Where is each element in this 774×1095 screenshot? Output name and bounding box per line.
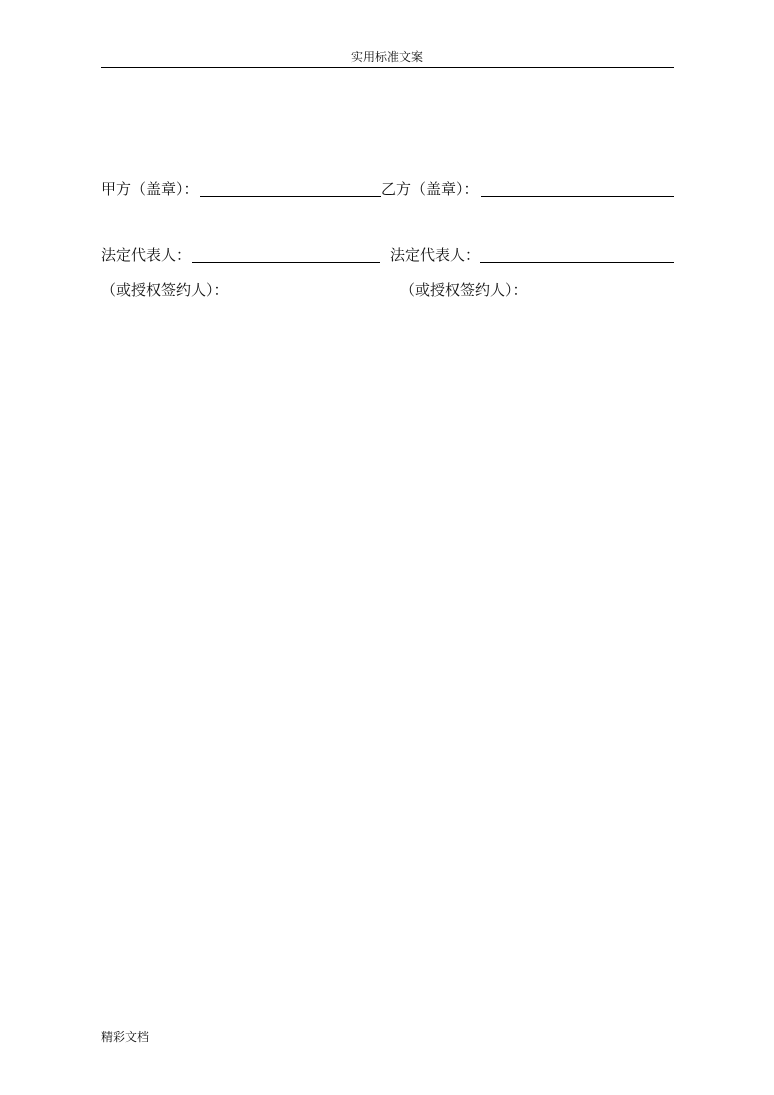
party-b-rep-label: 法定代表人： <box>390 246 481 264</box>
party-a-rep-line <box>192 262 380 263</box>
party-b-seal-line <box>481 196 674 197</box>
party-b-seal-label: 乙方（盖章）： <box>381 180 479 198</box>
header-divider <box>101 67 674 68</box>
party-a-seal-label: 甲方（盖章）： <box>101 180 199 198</box>
party-b-agent-label: （或授权签约人）： <box>400 281 528 299</box>
page-footer-text: 精彩文档 <box>101 1030 150 1044</box>
party-b-rep-line <box>480 262 674 263</box>
party-a-rep-label: 法定代表人： <box>101 246 192 264</box>
party-a-agent-label: （或授权签约人）： <box>101 281 229 299</box>
page-header-title: 实用标准文案 <box>350 50 423 64</box>
party-a-seal-line <box>200 196 381 197</box>
